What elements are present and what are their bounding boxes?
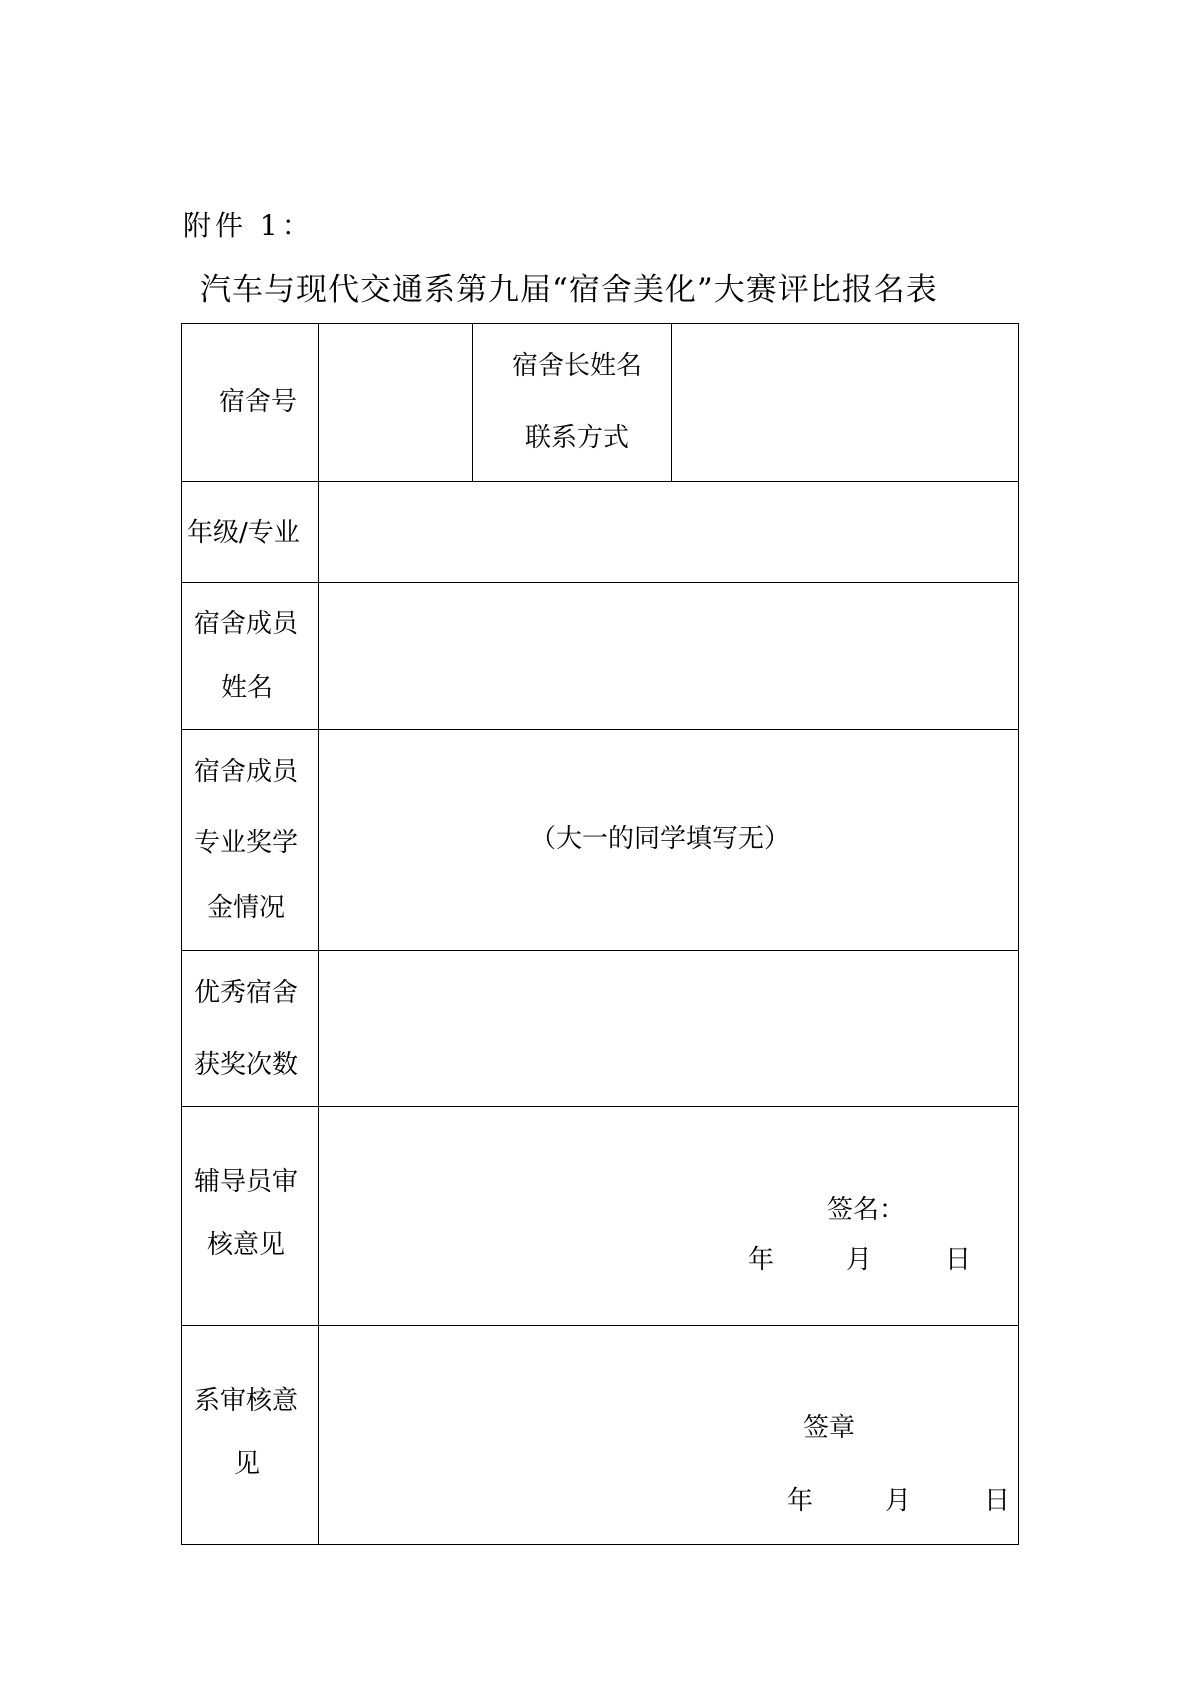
- awards-label-line1: 优秀宿舍: [194, 978, 299, 1008]
- scholarship-note: （大一的同学填写无）: [530, 824, 791, 854]
- counselor-month-label: 月: [846, 1245, 873, 1275]
- table-border-bottom: [181, 1544, 1019, 1545]
- counselor-label-line2: 核意见: [207, 1230, 286, 1260]
- dept-label-line1: 系审核意: [194, 1386, 299, 1416]
- grade-major-label: 年级/专业: [187, 518, 300, 548]
- table-border-right: [1018, 323, 1019, 1545]
- scholarship-label-line2: 专业奖学: [194, 828, 299, 858]
- dept-label-line2: 见: [234, 1449, 261, 1479]
- dept-day-label: 日: [984, 1486, 1011, 1516]
- dorm-number-label: 宿舍号: [219, 387, 298, 417]
- leader-name-label: 宿舍长姓名: [512, 351, 643, 381]
- row1-divider: [472, 323, 473, 482]
- dept-seal-label: 签章: [803, 1413, 856, 1443]
- counselor-day-label: 日: [945, 1245, 972, 1275]
- members-names-field[interactable]: [319, 583, 1018, 729]
- attachment-label: 附件 1：: [183, 209, 314, 242]
- members-label-line1: 宿舍成员: [194, 609, 299, 639]
- counselor-year-label: 年: [748, 1245, 775, 1275]
- counselor-opinion-field[interactable]: [319, 1107, 1018, 1325]
- scholarship-label-line1: 宿舍成员: [194, 757, 299, 787]
- awards-count-field[interactable]: [319, 951, 1018, 1106]
- counselor-label-line1: 辅导员审: [194, 1167, 299, 1197]
- grade-major-field[interactable]: [319, 482, 1018, 582]
- members-label-line2: 姓名: [221, 673, 274, 703]
- form-title: 汽车与现代交通系第九届“宿舍美化”大赛评比报名表: [200, 272, 938, 308]
- dept-year-label: 年: [787, 1486, 814, 1516]
- contact-label: 联系方式: [525, 423, 630, 453]
- dorm-number-field[interactable]: [319, 324, 472, 481]
- awards-label-line2: 获奖次数: [194, 1050, 299, 1080]
- registration-form-table: [181, 323, 1018, 1546]
- leader-contact-field[interactable]: [672, 324, 1018, 481]
- dept-month-label: 月: [885, 1486, 912, 1516]
- scholarship-label-line3: 金情况: [207, 893, 286, 923]
- dept-opinion-field[interactable]: [319, 1326, 1018, 1544]
- table-border-left: [181, 323, 182, 1545]
- counselor-signature-label: 签名：: [827, 1195, 906, 1225]
